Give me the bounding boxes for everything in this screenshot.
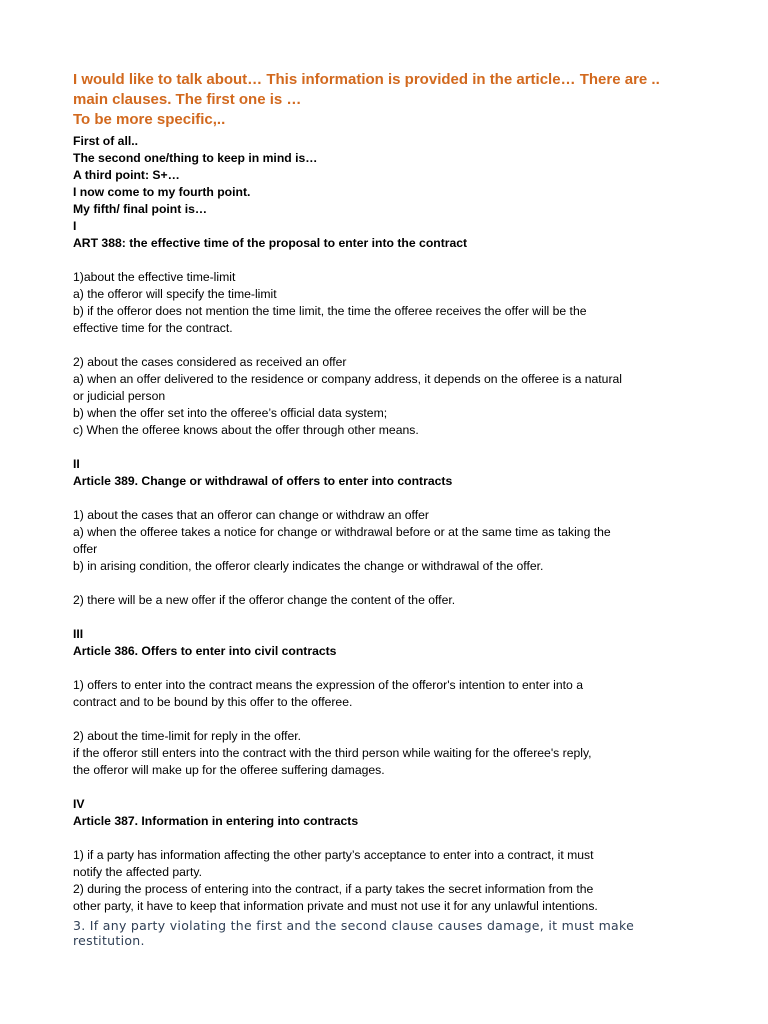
section-4-text: restitution.: [73, 933, 145, 948]
section-1-text: b) when the offer set into the offeree’s official data system;: [73, 406, 388, 420]
section-4-text: other party, it have to keep that information private and must not use it for any unlawful intentions.: [73, 899, 598, 913]
intro-heading: [73, 70, 733, 130]
section-3-text: 2) about the time-limit for reply in the offer.: [73, 729, 302, 743]
section-3-text: the offeror will make up for the offeree suffering damages.: [73, 763, 385, 777]
section-2-text: 1) about the cases that an offeror can change or withdraw an offer: [73, 508, 429, 522]
section-4-clause-3: [73, 918, 698, 948]
section-1-title: ART 388: the effective time of the proposal to enter into the contract: [73, 236, 468, 250]
section-2-text: offer: [73, 542, 98, 556]
section-1-text: a) when an offer delivered to the residence or company address, it depends on the offeree is a natural: [73, 372, 623, 386]
section-2-text: 2) there will be a new offer if the offeror change the content of the offer.: [73, 593, 456, 607]
section-1-text: 1)about the effective time-limit: [73, 270, 236, 284]
section-4-title: Article 387. Information in entering into contracts: [73, 814, 359, 828]
section-3-title: Article 386. Offers to enter into civil contracts: [73, 644, 337, 658]
heading-line-2: main clauses. The first one is …: [73, 91, 302, 108]
section-3-text: if the offeror still enters into the contract with the third person while waiting for the offeree's reply,: [73, 746, 592, 760]
heading-line-1: I would like to talk about… This information is provided in the article… There are ..: [73, 71, 660, 88]
section-1-text: or judicial person: [73, 389, 166, 403]
phrase-1: First of all..: [73, 134, 139, 148]
section-2-numeral: II: [73, 457, 80, 471]
phrase-2: The second one/thing to keep in mind is…: [73, 151, 318, 165]
phrase-4: I now come to my fourth point.: [73, 185, 251, 199]
heading-line-3: To be more specific,..: [73, 111, 226, 128]
phrase-3: A third point: S+…: [73, 168, 180, 182]
phrase-5: My fifth/ final point is…: [73, 202, 208, 216]
section-3-numeral: III: [73, 627, 84, 641]
section-4-text: 3. If any party violating the first and the second clause causes damage, it must make: [73, 918, 635, 933]
section-4-numeral: IV: [73, 797, 85, 811]
section-2-title: Article 389. Change or withdrawal of offers to enter into contracts: [73, 474, 453, 488]
section-1-text: effective time for the contract.: [73, 321, 233, 335]
section-1-numeral: I: [73, 219, 77, 233]
section-1-text: a) the offeror will specify the time-limit: [73, 287, 277, 301]
section-4-text: 2) during the process of entering into the contract, if a party takes the secret information from the: [73, 882, 594, 896]
section-1-text: b) if the offeror does not mention the time limit, the time the offeree receives the offer will be the: [73, 304, 587, 318]
document-body: [73, 133, 698, 915]
section-1-text: c) When the offeree knows about the offer through other means.: [73, 423, 419, 437]
section-1-text: 2) about the cases considered as received an offer: [73, 355, 347, 369]
section-2-text: a) when the offeree takes a notice for change or withdrawal before or at the same time as taking the: [73, 525, 611, 539]
section-4-text: 1) if a party has information affecting the other party’s acceptance to enter into a contract, it must: [73, 848, 594, 862]
section-3-text: contract and to be bound by this offer to the offeree.: [73, 695, 353, 709]
section-3-text: 1) offers to enter into the contract means the expression of the offeror's intention to enter into a: [73, 678, 583, 692]
section-2-text: b) in arising condition, the offeror clearly indicates the change or withdrawal of the offer.: [73, 559, 544, 573]
section-4-text: notify the affected party.: [73, 865, 202, 879]
